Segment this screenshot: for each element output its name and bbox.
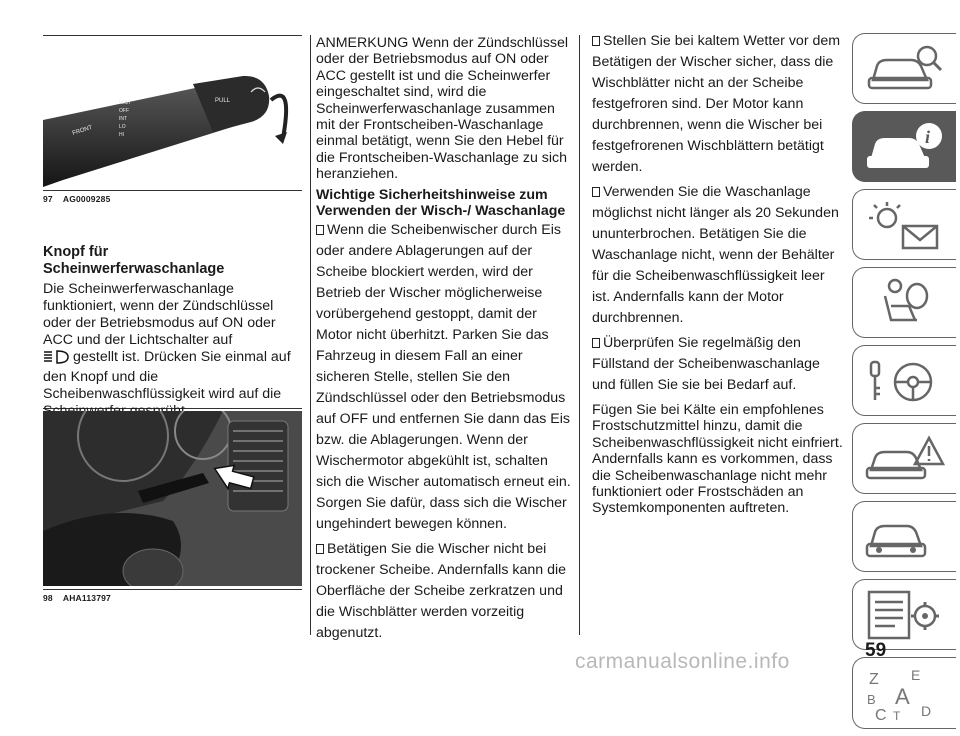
chapter-tabs xyxy=(852,33,956,736)
key-steering-icon xyxy=(865,354,945,409)
tab-car-service[interactable] xyxy=(852,501,956,572)
index-letter-e: E xyxy=(911,667,921,683)
page-number: 59 xyxy=(865,640,887,661)
car-service-icon xyxy=(865,510,945,565)
tab-airbag-seat[interactable] xyxy=(852,267,956,338)
top-rule-left xyxy=(43,35,302,36)
bullet-square-icon xyxy=(316,544,324,554)
section-heading: Knopf für Scheinwerferwaschanlage xyxy=(43,244,225,277)
figure-number: 98 xyxy=(43,593,53,603)
lever-label-int: INT xyxy=(119,116,128,122)
svg-text:i: i xyxy=(925,127,931,147)
safety-heading: Wichtige Sicherheitshinweise zum Verwenden der Wisch-/ Waschanlage xyxy=(316,186,566,220)
tab-key-steering[interactable] xyxy=(852,345,956,416)
car-warning-icon xyxy=(865,432,945,487)
tab-index[interactable] xyxy=(852,657,956,729)
index-letter-t: T xyxy=(893,709,901,722)
lights-warning-icon xyxy=(865,198,945,253)
column-divider-2 xyxy=(579,35,580,635)
car-info-icon xyxy=(865,120,945,175)
right-column xyxy=(592,31,844,521)
tab-car-search[interactable] xyxy=(852,33,956,104)
figure-97-caption xyxy=(43,194,111,204)
caption-rule-97 xyxy=(43,190,302,191)
tab-car-info[interactable] xyxy=(852,111,956,182)
bullet-square-icon xyxy=(316,225,324,235)
airbag-seat-icon xyxy=(865,276,945,331)
caption-rule-98 xyxy=(43,589,302,590)
headlight-washer-paragraph: Die Scheinwerferwaschanlage funktioniert, wenn der Zündschlüssel oder der Betriebsmodus auf ON oder ACC und der Lichtschalter auf gestellt ist. Drücken Sie einmal auf den Knopf und die Scheibenwaschflüssigkeit wird auf die xyxy=(43,281,291,402)
column-divider-1 xyxy=(310,35,311,635)
figure-97-photo xyxy=(43,40,302,187)
index-letter-z: Z xyxy=(869,671,879,688)
antifreeze-paragraph: Fügen Sie bei Kälte ein empfohlenes Frostschutzmittel hinzu, damit die Scheibenwaschflüssigkeit nicht einfriert. Andernfalls kann es vorkommen, dass die Scheibenwaschanlage nicht mehr funktioniert oder Frostschäden an Systemkomponenten auftreten. xyxy=(592,402,843,517)
index-letter-a: A xyxy=(895,684,910,709)
index-letter-b: B xyxy=(867,692,876,707)
bullet-item: Stellen Sie bei kaltem Wetter vor dem Betätigen der Wischer sicher, dass die Wischblätter nicht an der Scheibe festgefroren sind. Der Motor kann durchbrennen, wenn die Wischer bei festgefrorenen Wischblättern betätigt werden. xyxy=(592,33,841,175)
bullet-item: Überprüfen Sie regelmäßig den Füllstand der Scheibenwaschanlage und füllen Sie sie bei Bedarf auf. xyxy=(592,335,820,393)
figure-98-photo xyxy=(43,411,302,586)
service-list-icon xyxy=(865,588,945,643)
index-letter-c: C xyxy=(875,707,887,722)
index-letters-icon xyxy=(865,666,945,722)
lever-label-hi: HI xyxy=(119,132,124,138)
figure-98-caption xyxy=(43,593,111,603)
figure-code: AG0009285 xyxy=(62,194,111,204)
note-paragraph: ANMERKUNG Wenn der Zündschlüssel oder der Betriebsmodus auf ON oder ACC gestellt ist und die Scheinwerfer eingeschaltet sind, wird die Scheinwerferwaschanlage zusammen mit der Frontscheiben-Waschanlage einmal betätigt, wenn Sie den Hebel für die Frontscheiben-Waschanlage zu sich heranziehen. xyxy=(316,35,569,183)
figure-number: 97 xyxy=(43,194,53,204)
left-column xyxy=(43,244,305,424)
index-letter-d: D xyxy=(921,703,932,719)
lever-label-pull: PULL xyxy=(215,98,231,104)
bullet-item: Verwenden Sie die Waschanlage möglichst nicht länger als 20 Sekunden ununterbrochen. Betätigen Sie die Waschanlage nicht, wenn der Behälter für die Scheibenwaschflüssigkeit leer ist. Andernfalls kann der Motor durchbrennen. xyxy=(592,184,839,326)
lever-label-lo: LO xyxy=(119,124,126,130)
bullet-item: Betätigen Sie die Wischer nicht bei trockener Scheibe. Andernfalls kann die Oberfläche der Scheibe zerkratzen und die Wischblätter werden vorzeitig abgenutzt. xyxy=(316,540,567,641)
headlight-icon xyxy=(43,350,69,369)
bullet-item: Wenn die Scheibenwischer durch Eis oder andere Ablagerungen auf der Scheibe blockiert werden, wird der Betrieb der Wischer möglicherweise vorübergehend gestoppt, damit der Motor nicht überhitzt. Parken Sie das Fahrzeug in diesem Fall an einer sicheren Stelle, stellen Sie den Zündschlüssel oder den Betriebsmodus auf OFF und entfernen Sie dann das Eis bzw. die Ablagerungen. Wenn der Wischermotor abgekühlt ist, schalten sich die Wischer automatisch erneut ein. Sorgen Sie dafür, dass sich die Wischer ungehindert bewegen können. xyxy=(316,221,571,532)
figure-code: AHA113797 xyxy=(62,593,111,603)
bullet-square-icon xyxy=(592,338,600,348)
lever-label-off: OFF xyxy=(119,108,129,114)
tab-car-warning[interactable] xyxy=(852,423,956,494)
tab-lights-warning[interactable] xyxy=(852,189,956,260)
lever-label-mist: MIST xyxy=(119,100,131,106)
lever-label-front: FRONT xyxy=(71,124,94,137)
bullet-square-icon xyxy=(592,187,600,197)
bullet-square-icon xyxy=(592,36,600,46)
car-search-icon xyxy=(865,42,945,97)
watermark: carmanualsonline.info xyxy=(575,650,790,673)
middle-column xyxy=(316,35,574,648)
